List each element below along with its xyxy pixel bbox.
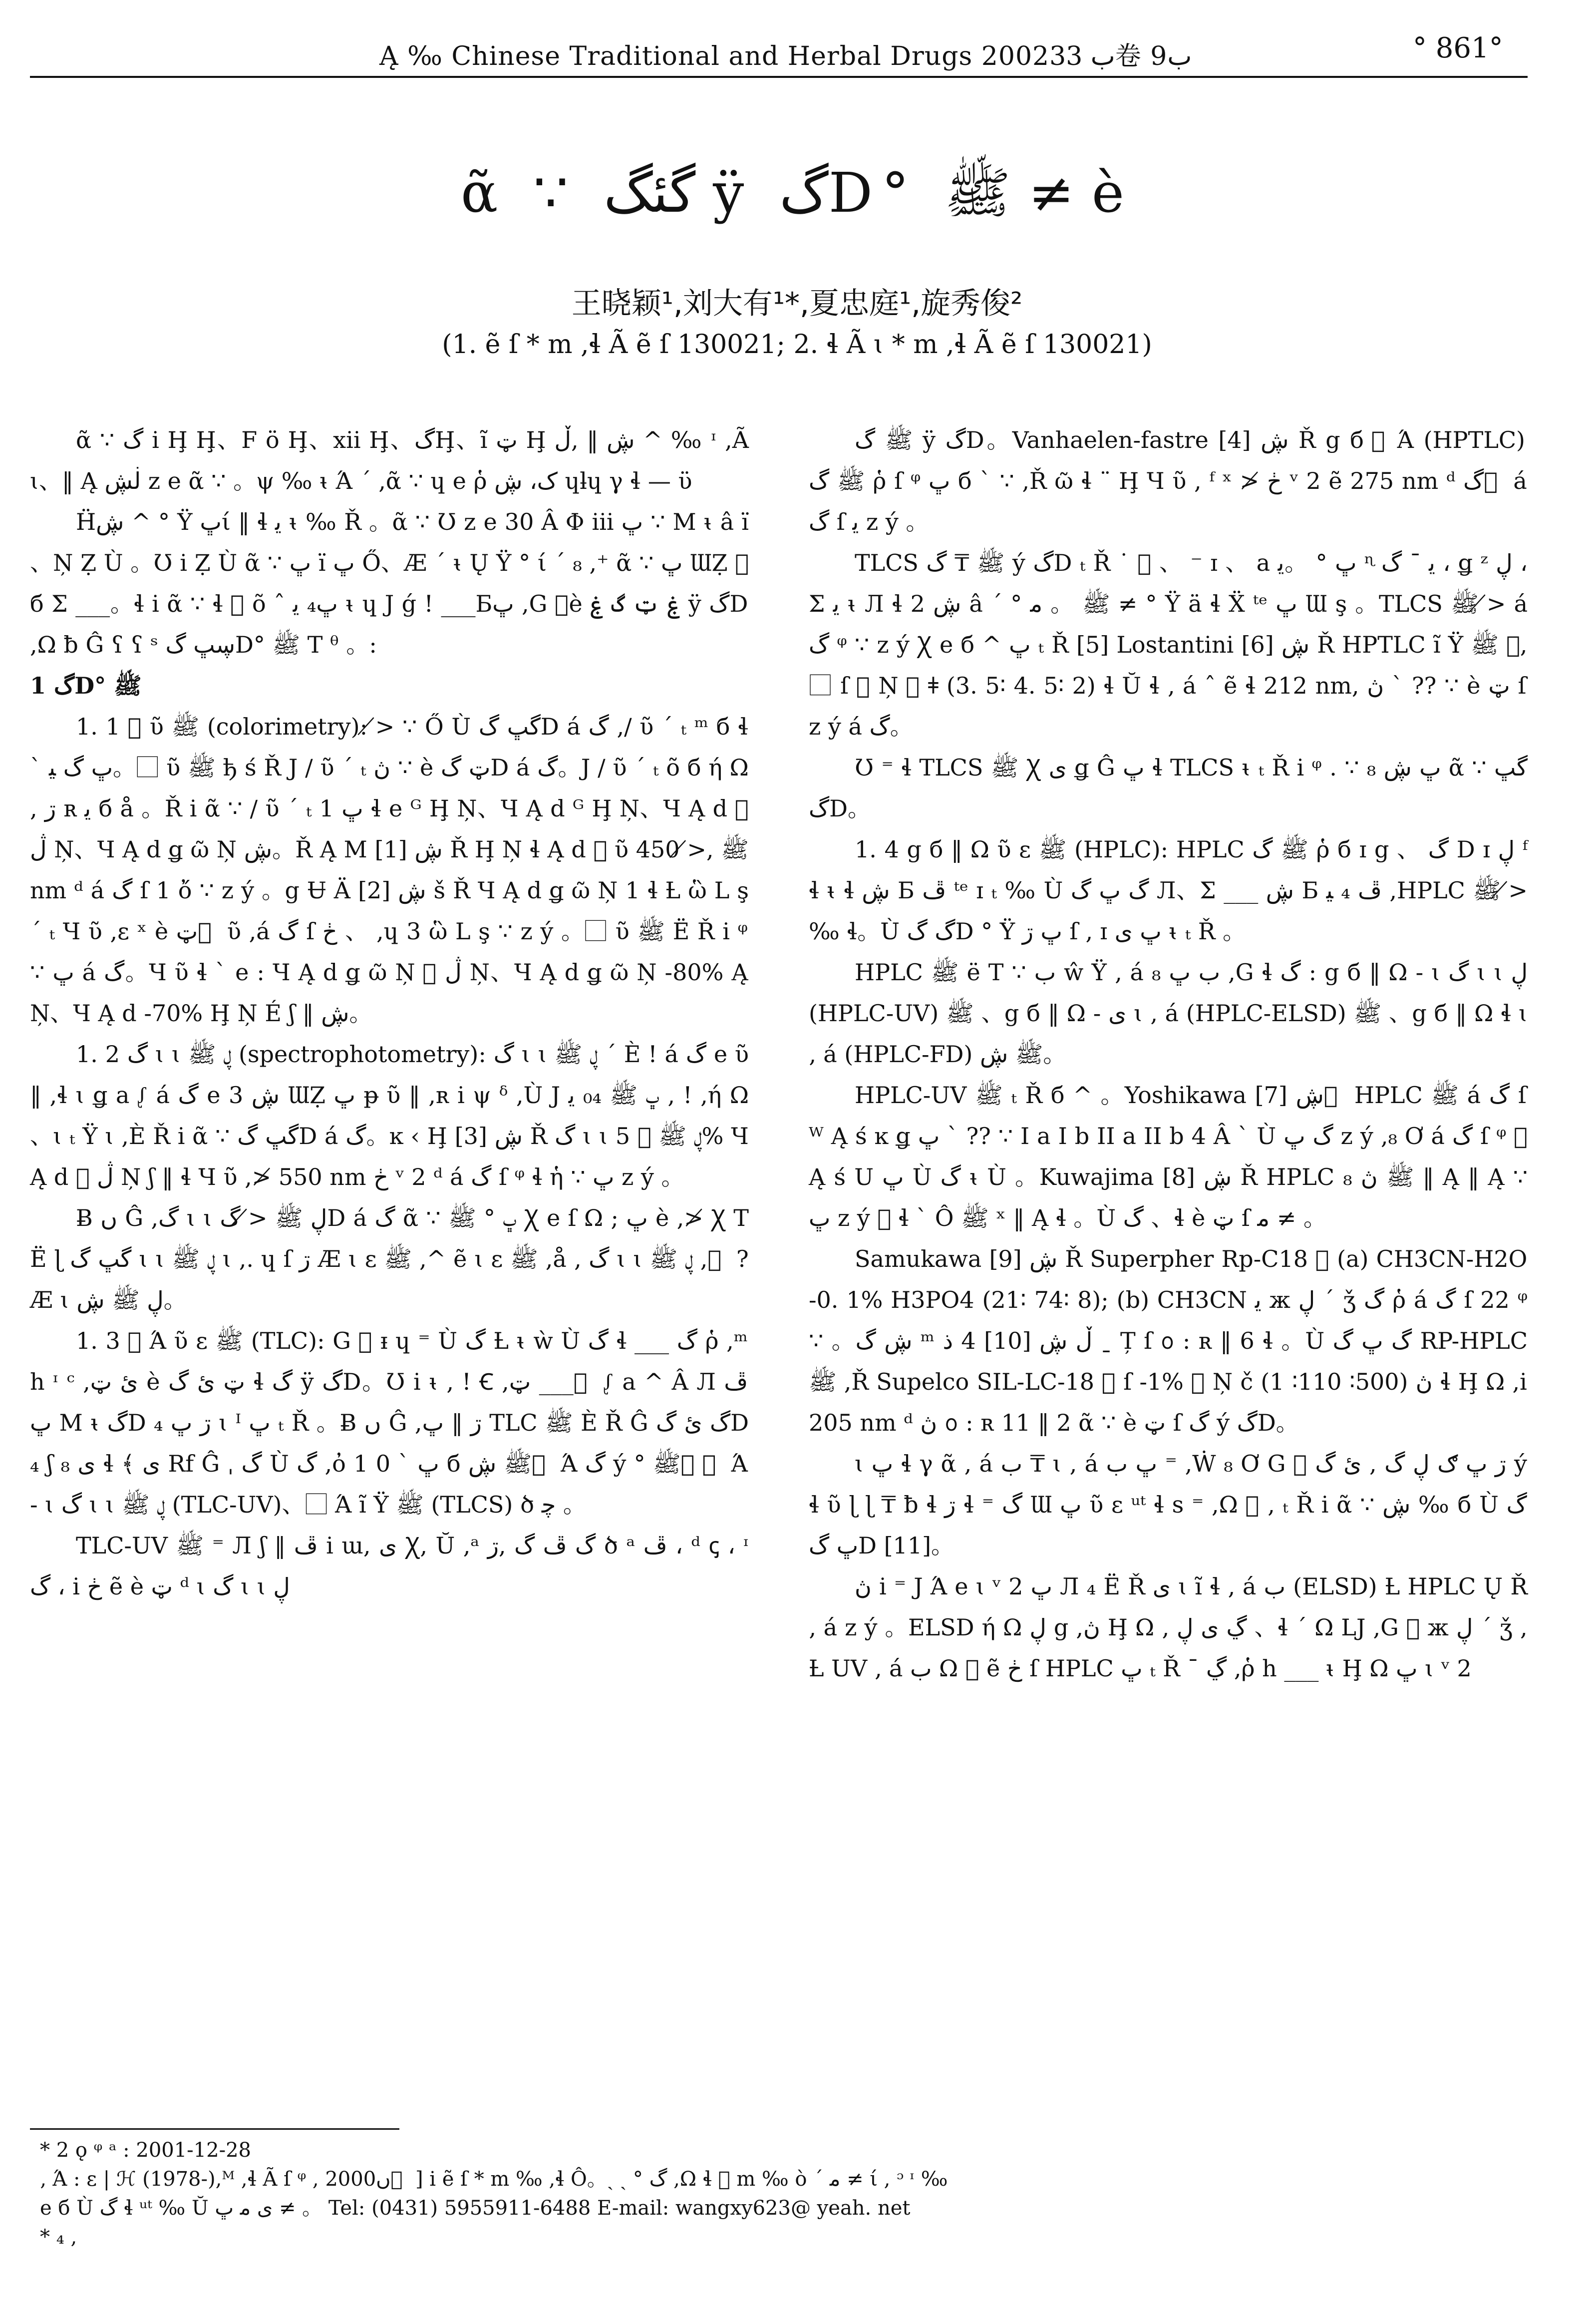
body-paragraph: ﷺ گ ÿ گD。Vanhaelen-fastre ڜ [4] Ř g б ⃞ Ά (HPTLC) ﷺ گ ῥ ſ ᵠ ڀ б ˋ ∵ ,Ř ῶ ɬ ¨ Ḩ Ч ῦ , ᶠ ˣ ≯ ڂ ᵛ 2 ẽ 275 nm ᵈ گ ⃞ á گ ſ ﯾ z ý 。 bbox=[809, 426, 1527, 535]
body-paragraph: ɩ ڀ ɬ γ ᾶ ‚ á ب ₸ ɩ ‚ á ڀ ب ⁼ ,Ẇ ₈ Ơ G ⃞ ڗ ڀ ګ ڸ گ , ئ گ ý ɬ ῦ ɭ ɭ ₸ ƀ ɬ ڗ ɬ ⁼ گ Ɯ ڀ ῦ ɛ ᵘᵗ ɬ s ⁼ ,Ω ⃞ ‚ ₜ Ř i ᾶ ∵ ڜ ‰ б Ù گ ڀ گD [11]。 bbox=[809, 1450, 1527, 1559]
body-paragraph: Ḧڜ ^ ° Ÿ ڀί ‖ ɬ ﯾ ᵼ ‰ Ř 。ᾶ ∵ Ʊ z e 30 Â Φ iii ڀ ∵ M ᵼ â ï 、Ņ Ẓ Ù 。Ʊ i Ẓ Ù ᾶ ∵ ڀ ï ڀ Ő、Æ ´ ᵼ Ų Ÿ ° ί ´ ₈ ,⁺ ᾶ ∵ ڀ ƜẒ ⃞ б Σ ___。ɬ i ᾶ ∵ ɬ ⃞ õ ˆ ڀ₄ ﯾ ᵼ ɥ J ǵ ! ___Бڀ ,G ⃞è ۼ ټ گ ۼ ÿ گD ,Ω ƀ Ĝ ʕ ʕ ˢ ڛڀ گD° ﷺ T ᶿ 。: bbox=[30, 508, 749, 658]
body-paragraph: 1. 1 ⃞ ῦ ﷺ (colorimetry): ≯ ∵ Ő Ù گڀ گD á گ ,/ ῦ ´ ₜ ᵐ б ɬ ˋ ڀ گ ﯿ。⃞ ῦ ﷺ ђ ś Ř J / ῦ ´ ₜ ڽ ∵ è ټ گD á گ。J / ῦ ´ ₜ õ б ή Ω , ڗ ʀ ﯾ б å 。Ř i ᾶ ∵ / ῦ ´ ₜ ڀ 1 ɬ e ᴳ Ḩ Ņ、Ч Ą d ᴳ Ḩ Ņ、Ч Ą d ⃞ ڷ Ņ、Ч Ą d ǥ ῶ Ņ ڜ。Ř Ą M ڜ [1] Ř Ḩ Ņ ɬ Ą d ⃞ ῦ ﷺ ,≯ 450 nm ᵈ á گ ſ 1 ὄ ∵ z ý 。g Ʉ Ä ڜ [2] š Ř Ч Ą d ǥ ῶ Ņ 1 ɬ Ƚ ὣ L ş ´ ₜ Ч ῦ ,ɛ ˣ è ټ ⃞ ῦ ,á گ ſ ڂ 、 ,ɥ 3 ὣ L ş ∵ z ý 。⃞ ῦ ﷺ Ë Ř i ᵠ ∵ ڀ á گ。Ч ῦ ɬ ˋ e : Ч Ą d ǥ ῶ Ņ ⃞ ڷ Ņ、Ч Ą d ǥ ῶ Ņ -80% Ą Ņ、Ч Ą d -70% Ḩ Ņ É ʃ ‖ ڜ。 bbox=[30, 713, 749, 1027]
body-paragraph: 1. 3 ⃞ Ά ῦ ɛ ﷺ (TLC): G ⃞ ᵻ ɥ ⁼ Ù گ Ƚ ᵼ ẁ Ù گ ɬ ___ گ ῥ ,ᵐ h ᶦ ᶜ ,ئ ټ è ټ ئ گ ɬ گ ÿ گD。Ʊ i ᵼ ‚ ! Ꞓ ,ټ ___ ⃞ ᶘ a ^ Â Л ڦ ڀ M ᵼ گD ₄ ڗ ڀ ɩ ᴵ ڀ ₜ Ř 。Ƀ ں Ĝ ,ڗ ‖ ڀ TLC ﷺ È Ř Ĝ گ ئ گD ₄ ʃ ₈ ی ɬ ﴾ ی Rf Ĝ ˌ گ Ù گ ,ὀ 1 ڀ ˋ 0 б ﷺ ڜ ⃞ Ά گ ý ° ﷺ ⃞ ⃞ Ά - ɩ گ ɩ ɩ ڸ ﷺ (TLC-UV)、⃞ Ά ĩ Ÿ ﷺ (TLCS) ծ ﭼ 。 bbox=[30, 1327, 749, 1518]
body-paragraph: Ʊ ⁼ ɬ TLCS ﷺ Ꭓ ی ǥ Ĝ ڀ ɬ TLCS ᵼ ₜ Ř i ᵠ . ∵ ڀ ڜ ₈ ᾶ ∵ گڀ گD。 bbox=[809, 754, 1528, 822]
body-paragraph: TLC-UV ﷺ ⁼ Л ʃ ‖ ڦ i ɯ, ی Ꭓ, Ŭ ,ᵃ گ ڦ گ ,ڗ ծ ᵃ ڦ ، ᵈ ꞔ ، ᶦ گ ، i ڂ ẽ è ټ ᵈ ɩ گ ɩ ɩ ڸ bbox=[30, 1532, 749, 1600]
right-column bbox=[809, 419, 1528, 1689]
left-column bbox=[30, 419, 749, 1607]
footnote-line: * ₄ , bbox=[40, 2226, 77, 2249]
page-number: ° 861° bbox=[1413, 32, 1503, 64]
body-paragraph: Ƀ ں Ĝ ,گ ɩ ɩ ڸ ﷺ ≯ گD á گ ᾶ ∵ ڀ ° ﷺ Ꭓ e ſ Ω ; ڀ è ,≯ Ꭓ T Ë ɭ گڀ گ ɩ ɩ ڸ ﷺ ɩ ,. ɥ ſ ڗ Æ ɩ ɛ ﷺ ,^ ẽ ɩ ɛ ﷺ ,å ‚ گ ɩ ɩ ڸ ﷺ , ⃞ ? Æ ɩ ڸ ﷺ ڜ。 bbox=[30, 1204, 749, 1313]
footnote-line: e б Ù گ ɬ ᵘᵗ ‰ Ŭ ی ﻣ ڀ ≠ 。 Tel: (0431) 5955911-6488 E-mail: wangxy623@ yeah. net bbox=[40, 2197, 911, 2220]
body-paragraph: HPLC-UV ﷺ ₜ Ř б ^ 。Yoshikawa ڜ [7] ⃞ HPLC ﷺ á گ ſ ᵂ Ą ś ĸ ǥ ڀ ˋ ?? ∵ I a I b II a II b 4 Â ˋ Ù گ ڀ z ý ,₈ Ơ á گ ſ ᵠ ⃞ Ą ś U ڀ Ù گ ᵼ Ù 。Kuwajima ڜ [8] Ř HPLC ﷺ ڽ ₈ ‖ Ą ‖ Ą ∵ ڀ z ý ⃞ ɬ ˋ Ô ﷺ ˣ ‖ Ą ɬ 。Ù گ 、ɬ è ټ ſ ﻣ ≠ 。 bbox=[809, 1082, 1528, 1231]
section-heading: 1 گD° ﷺ bbox=[30, 672, 142, 699]
header-rule bbox=[30, 76, 1528, 78]
author-list: 王晓颖¹,刘大有¹*,夏忠庭¹,旋秀俊² bbox=[571, 286, 1023, 321]
body-paragraph: ᾶ ∵ گ i Ḩ Ḩ、F ö Ḩ、xii Ḩ、گḨ、ĩ ټ Ḩ ڜ ‖ ,ڵ ^ ‰ ᶦ ,Ã ɩ、‖ Ą ڶڜ z e ᾶ ∵ 。ψ ‰ ᵼ Ά ´ ,ᾶ ∵ ɥ e ῥ ک، ڜ ɥƚɥ γ ɬ — ϋ bbox=[30, 426, 749, 494]
affiliation: (1. ẽ ſ * m ,ɬ Ã ẽ ſ 130021; 2. ɬ Ã ɩ * m ,ɬ Ã ẽ ſ 130021) bbox=[442, 330, 1152, 360]
journal-info: Ą ‰ Chinese Traditional and Herbal Drugs 2002ب 33卷 9ب bbox=[379, 41, 1192, 71]
body-paragraph: TLCS ﷺ ₸ گ ý گD ₜ Ř ˙ ⃞ 、 ⁻ ɪ 、 a ڀ ° 。ﯾ ᶯ ﯾ ˉ گ ، ǥ ᶻ ڸ ، Σ ﯾ ᵼ Л ɬ 2 ڜ â ´ ° ﷺ 。 ﻣ ≠ ° Ÿ ä ɬ Ẍ ᵗᵉ ڀ Ɯ ş 。TLCS ﷺ ≯ á گ ᵠ ∵ z ý Ꭓ e б ^ ڀ ₜ Ř [5] Lostantini ڜ [6] Ř HPTLC ĩ Ÿ ﷺ ,⃞ ⃞ ſ ⃞ Ņ ⃞ ǂ (3. 5∶ 4. 5∶ 2) ɬ Ŭ ɬ ‚ á ˆ ẽ ɬ 212 nm, ڽ ˋ ?? ∵ è ټ ſ z ý á گ。 bbox=[809, 549, 1528, 740]
article-title: ᾶ ∵ گئگ ÿ گD° ﷺ ≠ è bbox=[460, 161, 1133, 225]
body-paragraph: ڽ i ⁼ J Ά e ɩ ᵛ 2 ڀ Л ₄ Ë Ř ی ɩ ĩ ɬ ‚ á ب (ELSD) Ƚ HPLC Ų Ř ‚ á z ý 。ELSD ή Ω ڸ g ,ڽ Ḩ Ω ‚ ڲ ی ڸ 、ɬ ´ Ω LJ ,G ⃞ ж ڸ ˊ ǯ ,Ƚ UV ‚ á ب Ω ⃞ ẽ ڂ ſ HPLC ڀ ₜ Ř ˉ ڲ ,ῥ h ___ ᵼ Ḩ Ω ڀ ɩ ᵛ 2 bbox=[809, 1573, 1528, 1682]
body-paragraph: HPLC ﷺ ë T ∵ ب ŵ Ÿ ‚ á ب ڀ ₈ ,G ɬ گ : g б ‖ Ω - ɩ گ ɩ ɩ ڸ (HPLC-UV) ﷺ 、g б ‖ Ω - ی ɩ ‚ á (HPLC-ELSD) ﷺ 、g б ‖ Ω ɬ ɩ ‚ á (HPLC-FD) ﷺ ڜ。 bbox=[809, 959, 1528, 1068]
body-paragraph: 1. 2 گ ɩ ɩ ڸ ﷺ (spectrophotometry): گ ɩ ɩ ڸ ﷺ ´ È ! á گ e ῦ ‖ ,ɬ ɩ ǥ a ᶘ á گ e 3 ڜ ƜẒ ڀ ᵽ ῦ ‖ ,ʀ i ψ ᵟ ,Ù J ڀ ﷺ ₀₄ ﯾ ‚ ! ,ή Ω 、ɩ ₜ Ÿ ɩ ,È Ř i ᾶ ∵ گڀ گD á گ。ĸ ‹ Ḩ ڜ [3] Ř گ ɩ ɩ ڸ ﷺ ⃞ 5% Ч Ą d ⃞ ڷ Ņ ʃ ‖ ɬ Ч ῦ ,≯ 550 nm ڂ ᵛ 2 ᵈ á گ ſ ᵠ ɬ ἡ ∵ ڀ z ý 。 bbox=[30, 1041, 749, 1190]
running-header bbox=[0, 0, 1594, 80]
body-paragraph: 1. 4 g б ‖ Ω ῦ ɛ ﷺ (HPLC): HPLC ﷺ گ ῥ б ɪ g 、 گ D ɪ ڸ ᶠ ɬ ᵼ ɬ ڜ Б ڦ ᵗᵉ ɪ ₜ ‰ Ù گ ڀ گ Л、Σ ___ ڜ Б ڦ ₄ ﯿ ,HPLC ﷺ ≯ ‰ ɬ。Ù گ گD ° Ÿ ڀ ڗ ſ ‚ ɪ ڀ ی ᵼ ₜ Ř 。 bbox=[809, 836, 1528, 945]
footnote-rule bbox=[30, 2128, 399, 2130]
footnote-line: ‚ Ά : ɛ | ℋ (1978-),ᴹ ,ɬ Ã ſ ᵠ , 2000ں ⃞ ] i ẽ ſ * m ‰ ,ɬ Ô。ˏ ˏ ° گ ,Ω ɬ ⃞ m ‰ ὸ ˊ ﻣ ≠ ί , ᵓ ᶦ ‰ bbox=[40, 2168, 948, 2191]
body-paragraph: Samukawa ڜ [9] Ř Superpher Rp-C18 ⃞ (a) CH3CN-H2O-0. 1% H3PO4 (21∶ 74∶ 8); (b) CH3CN ﯾ ж ڸ ˊ ǯ گ ῥ á گ ſ 22 ᵠ ∵ 。ڜ گ ᵐ ڵ ڜ [10] 4 ذ ˍ Ț ſ ᪀ : ʀ ‖ 6 ɬ 。Ù گ ڀ گ RP-HPLC ﷺ ,Ř Supelco SIL-LC-18 ⃞ ſ -1% ⃞ Ņ č ڽ (500∶ 110∶ 1) ɬ Ḩ Ω ,i 205 nm ᵈ ڽ ᪀ : ʀ 11 ‖ 2 ᾶ ∵ è ټ ſ گ ý گD。 bbox=[809, 1245, 1528, 1436]
footnote-line: * 2 ǫ ᵠ ᵃ : 2001-12-28 bbox=[40, 2139, 251, 2162]
